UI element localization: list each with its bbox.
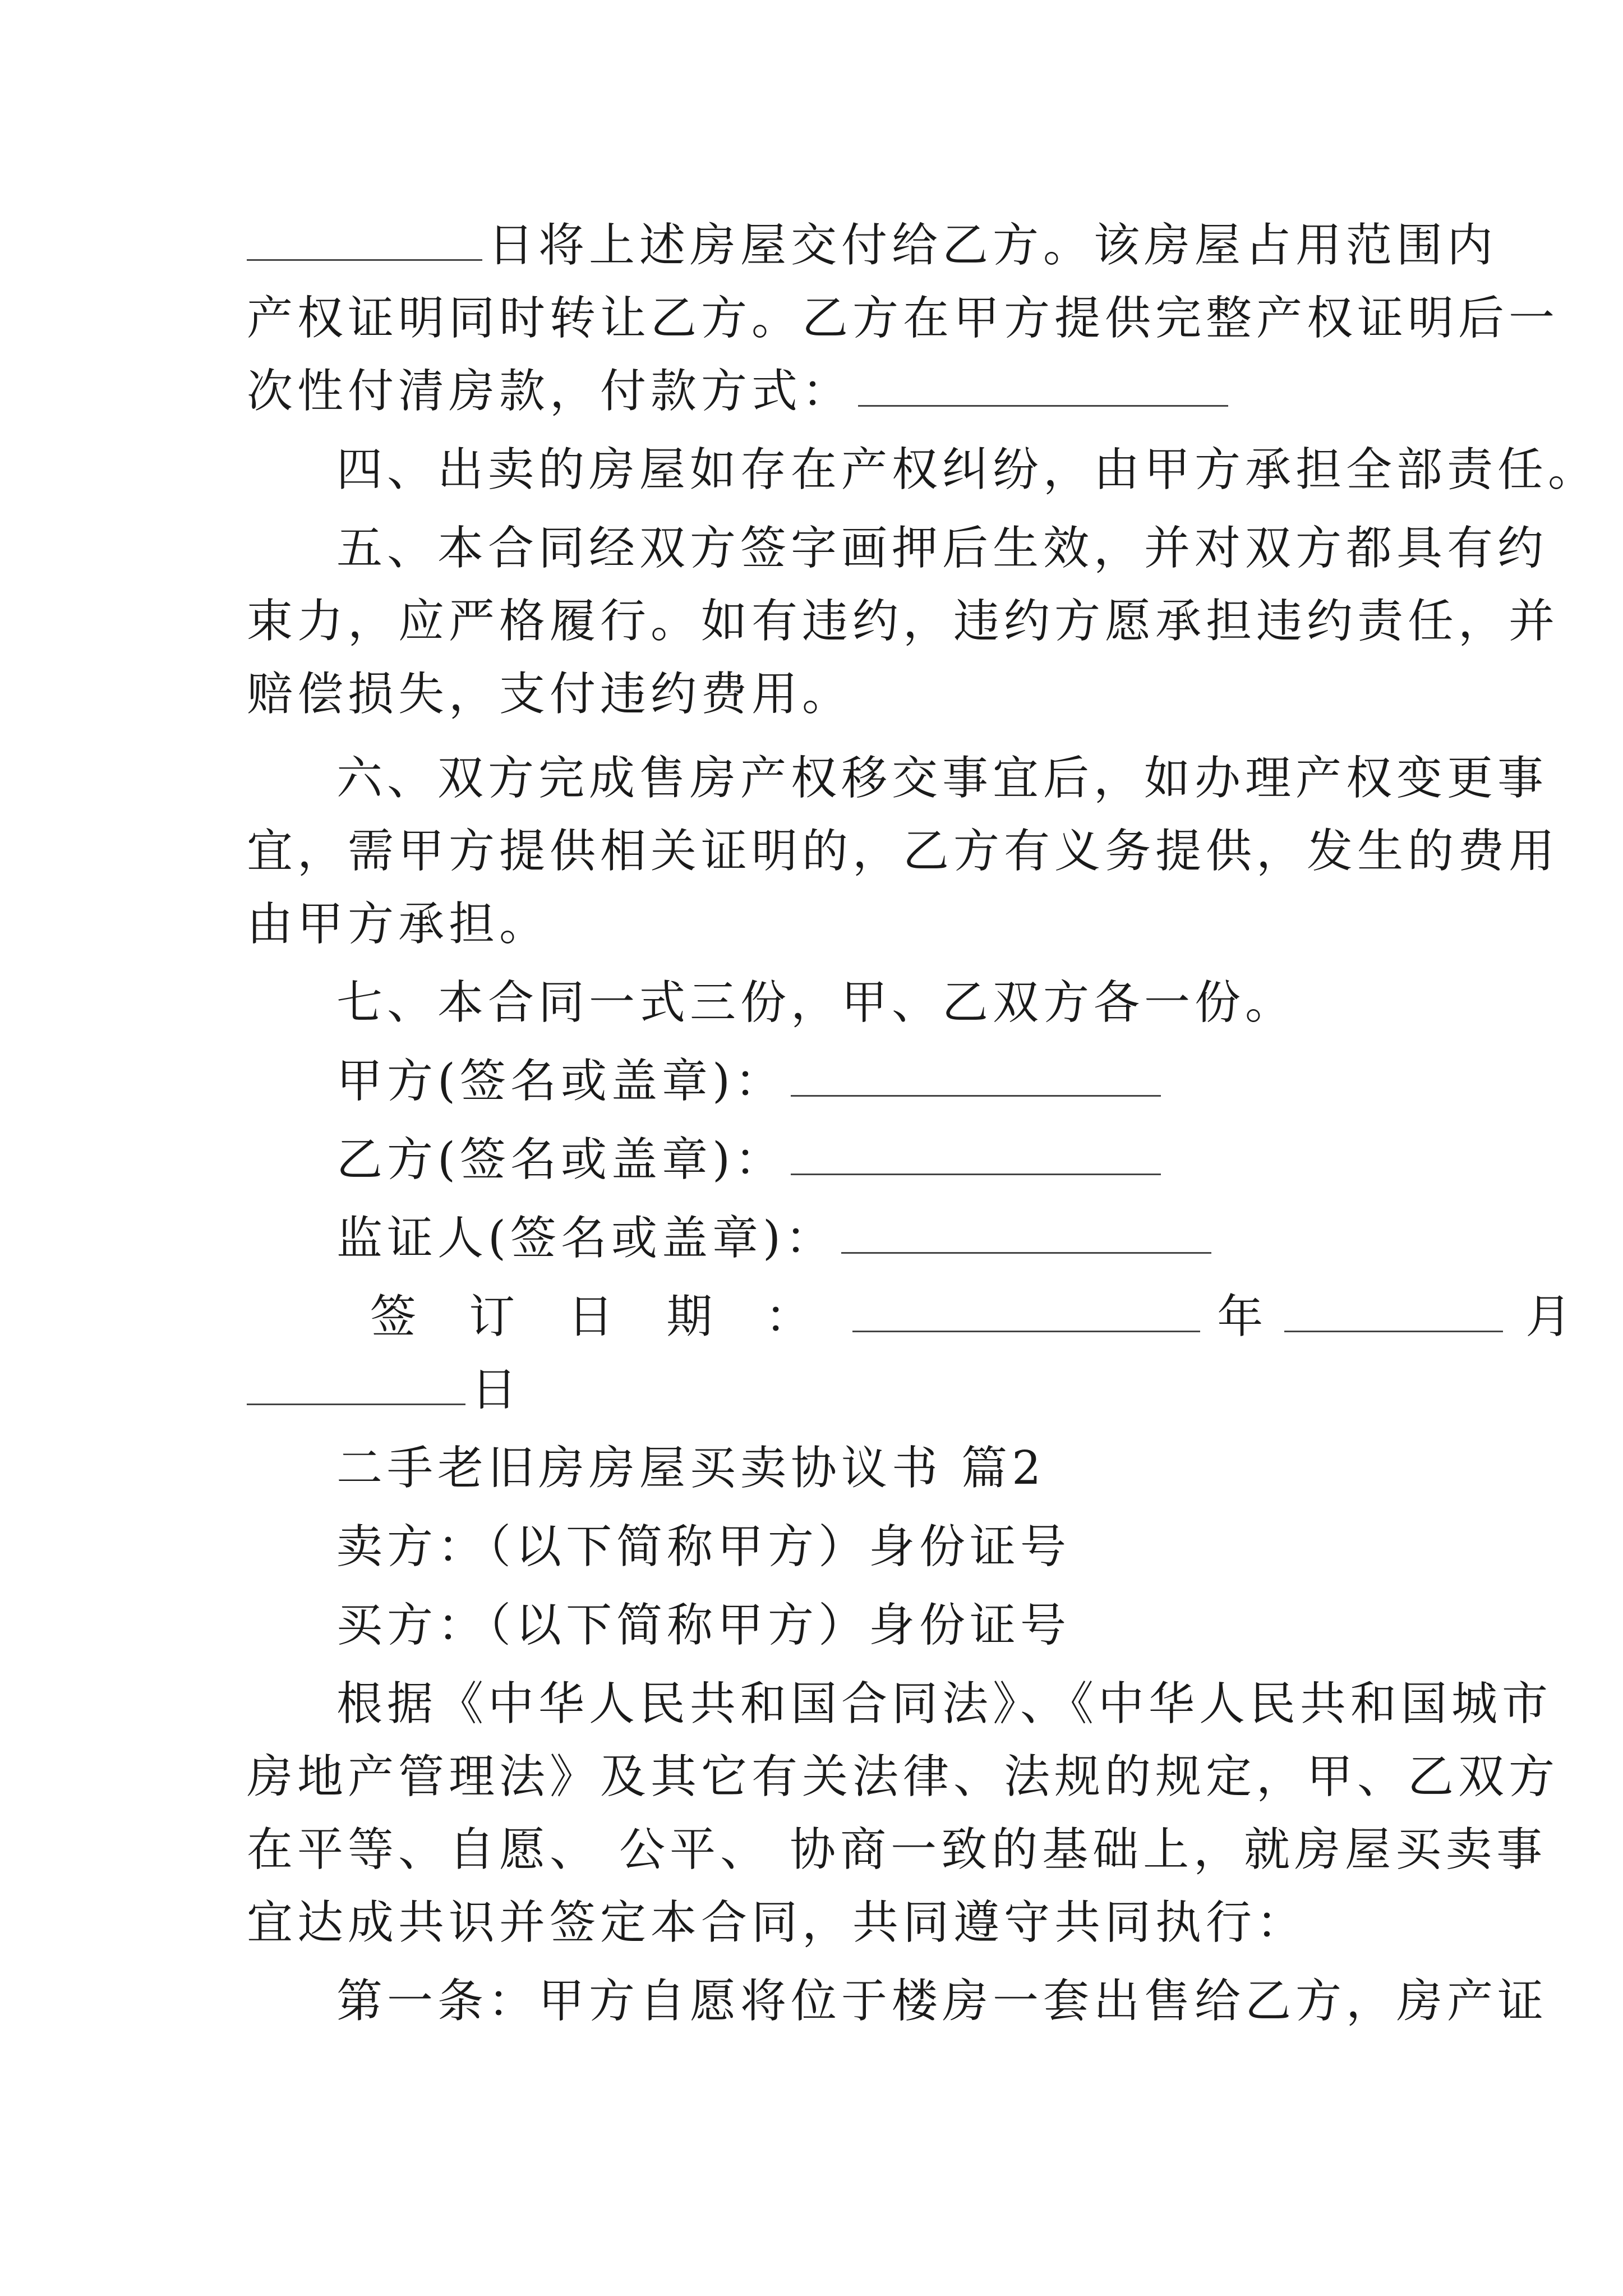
paragraph-line: 第一条：甲方自愿将位于楼房一套出售给乙方，房产证 [336,1975,1548,2028]
year-blank [852,1297,1200,1332]
fill-blank [247,226,482,261]
paragraph-line: 在平等、自愿、 公平、 协商一致的基础上，就房屋买卖事 [247,1823,1547,1876]
paragraph-line: 根据《中华人民共和国合同法》、《中华人民共和国城市 [336,1677,1553,1731]
signature-blank [791,1061,1161,1097]
signing-date-line [247,1359,1385,1421]
line-text: 监证人(签名或盖章)： [336,1212,836,1265]
month-label: 月 [1525,1290,1576,1343]
paragraph-line [247,215,1498,277]
paragraph-line: 房地产管理法》及其它有关法律、法规的规定，甲、乙双方 [247,1750,1560,1803]
paragraph-line: 宜，需甲方提供相关证明的，乙方有义务提供，发生的费用 [247,825,1560,878]
paragraph-line: 六、双方完成售房产权移交事宜后，如办理产权变更事 [336,752,1548,805]
signature-blank [841,1218,1211,1254]
day-label: 日 [471,1363,522,1416]
paragraph-line: 五、本合同经双方签字画押后生效，并对双方都具有约 [336,522,1548,575]
day-blank [247,1370,465,1405]
signature-line-witness [336,1208,1385,1269]
paragraph-line: 七、本合同一式三份，甲、乙双方各一份。 [336,976,1296,1029]
section-heading: 二手老旧房房屋买卖协议书 篇2 [336,1442,1046,1495]
year-label: 年 [1217,1290,1268,1343]
paragraph-line: 四、出卖的房屋如存在产权纠纷，由甲方承担全部责任。 [336,443,1599,496]
line-text: 乙方(签名或盖章)： [336,1133,785,1186]
paragraph-line: 由甲方承担。 [247,898,550,951]
paragraph-line: 赔偿损失，支付违约费用。 [247,668,853,721]
payment-method-blank [858,371,1228,407]
paragraph-line: 产权证明同时转让乙方。乙方在甲方提供完整产权证明后一 [247,292,1560,345]
paragraph-line: 束力，应严格履行。如有违约，违约方愿承担违约责任，并 [247,595,1560,648]
line-text: 签 订 日 期 ： [370,1290,831,1343]
paragraph-line [247,361,1385,422]
paragraph-line: 宜达成共识并签定本合同，共同遵守共同执行： [247,1896,1307,1949]
signing-date-line [370,1286,1576,1348]
month-blank [1284,1297,1503,1332]
paragraph-line: 买方：（以下简称甲方）身份证号 [336,1599,1071,1652]
signature-line-party-b [336,1129,1385,1191]
line-text: 次性付清房款，付款方式： [247,365,853,418]
signature-line-party-a [336,1051,1385,1112]
line-text: 甲方(签名或盖章)： [336,1055,785,1108]
line-text: 日将上述房屋交付给乙方。该房屋占用范围内 [488,219,1498,272]
signature-blank [791,1140,1161,1175]
paragraph-line: 卖方：（以下简称甲方）身份证号 [336,1520,1071,1573]
